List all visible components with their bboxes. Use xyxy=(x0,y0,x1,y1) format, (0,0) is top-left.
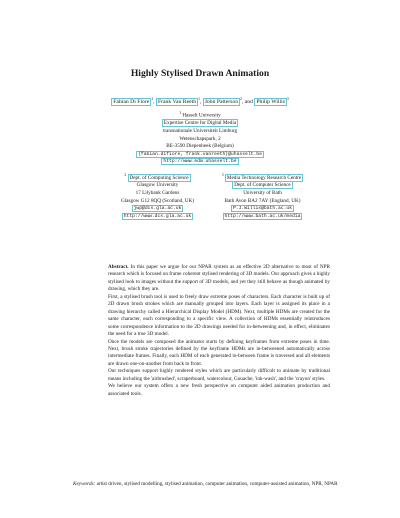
affiliation-line xyxy=(0,158,400,166)
affiliation-line xyxy=(205,213,320,221)
author-separator: , xyxy=(153,98,156,105)
abstract-paragraph: First, a stylised brush tool is used to freely draw extreme poses of characters. Each character is built up of 2D drawn brush strokes which are manually grouped into layers. Each layer is assigned its place in a drawing hierarchy called a Hierarchical Display Model (HDM). Next, multiple HDMs are created for the same character, each corresponding to a specific view. A collection of HDMs essentially reintroduces some correspondence information to the 2D drawings needed for in-betweening and, in effect, eliminates the need for a true 3D model. xyxy=(108,293,330,338)
abstract xyxy=(108,264,330,398)
keywords xyxy=(73,481,349,488)
affiliation-hasselt xyxy=(0,110,400,166)
affiliation-bath xyxy=(205,172,320,220)
affiliation-line xyxy=(0,120,400,128)
author-name: Philip Willis xyxy=(256,98,285,105)
abstract-paragraph: Once the models are composed the animator starts by defining keyframes from extreme poses in time. Next, brush stroke trajectories defined by the keyframe HDMs are in-betweened automatically across intermediate frames. Finally, each HDM of each generated in-between frame is traversed and all elements are drawn one-on-another from back to front. xyxy=(108,338,330,367)
affiliation-link[interactable]: Dept. of Computer Science xyxy=(234,182,291,189)
paper-title: Highly Stylised Drawn Animation xyxy=(130,68,270,79)
abstract-label: Abstract. xyxy=(108,264,129,270)
author-name: Fabian Di Fiore xyxy=(113,98,150,105)
affiliation-mark: 3 xyxy=(221,173,224,177)
author-affiliation-mark: 2 xyxy=(240,97,242,101)
author-name: Frank Van Reeth xyxy=(157,98,197,105)
url-link[interactable]: http://www.dcs.gla.ac.uk xyxy=(123,213,192,219)
affiliation-line xyxy=(100,205,215,213)
url-link[interactable]: http://www.edm.uhasselt.be xyxy=(163,159,237,165)
author-affiliation-mark: 1 xyxy=(198,97,200,101)
abstract-paragraph: We believe our system offers a new fresh perspective on computer aided animation production and associated tools. xyxy=(108,383,330,397)
affiliation-line xyxy=(0,151,400,159)
affiliation-line xyxy=(100,172,215,182)
email-link[interactable]: {fabian.difiore, frank.vanreeth}@uhasselt.be xyxy=(138,151,262,157)
keywords-text: artist driven, stylised modelling, stylised animation, computer animation, computer-assisted animation, NPR, NPAR xyxy=(96,481,338,487)
url-link[interactable]: http://www.bath.ac.uk/media xyxy=(224,213,301,219)
affiliation-line: $^1$ Hasselt University xyxy=(179,111,221,119)
abstract-paragraph: Our techniques support highly rendered styles which are particularly difficult to animate by traditional means including the 'airbrushed', scraperboard, watercolour, Gouache, 'ink-wash', and the 'crayon' styles. xyxy=(108,368,330,382)
affiliation-line: Glasgow University xyxy=(136,182,179,189)
affiliation-line xyxy=(205,182,320,190)
email-link[interactable]: jwp@dcs.gla.ac.uk xyxy=(133,206,182,212)
affiliation-glasgow xyxy=(100,172,215,220)
affiliation-line: University of Bath xyxy=(243,189,282,196)
author-affiliation-mark: 3 xyxy=(286,97,289,101)
affiliation-line: 17 Lilybank Gardens xyxy=(135,189,180,196)
affiliation-link[interactable]: Expertise Centre for Digital Media xyxy=(163,120,237,127)
affiliation-mark: 2 xyxy=(124,173,127,177)
affiliation-line xyxy=(205,205,320,213)
affiliation-line: Wetenschapspark, 2 xyxy=(179,135,221,142)
author-list xyxy=(0,97,400,105)
affiliation-line: Glasgow G12 8QQ (Scotland, UK) xyxy=(120,197,195,204)
author-separator: , xyxy=(199,98,203,105)
author-affiliation-mark: 1 xyxy=(151,97,154,101)
affiliation-mark: 1 xyxy=(179,111,182,115)
keywords-label: Keywords: xyxy=(73,481,96,487)
author-separator: , and xyxy=(241,98,255,105)
affiliation-line xyxy=(100,213,215,221)
author-name: John Patterson xyxy=(204,98,239,105)
affiliation-line: transnationale Universiteit Limburg xyxy=(162,127,238,134)
email-link[interactable]: P.J.Willis@bath.ac.uk xyxy=(232,206,293,212)
affiliation-line: Bath Avon BA2 7AY (England, UK) xyxy=(224,197,301,204)
affiliation-link[interactable]: Media Technology Research Centre xyxy=(226,174,302,181)
affiliation-line: BE-3590 Diepenbeek (Belgium) xyxy=(166,143,234,150)
abstract-paragraph: Abstract. In this paper we argue for our NPAR system as an effective 2D alternative to most of NPR research which is focused on frame coherent stylised rendering of 3D models. Our approach gives a highly stylised look to images without the support of 3D models, and yet they still behave as though animated by drawing, which they are. xyxy=(108,264,331,293)
affiliation-link[interactable]: Dept. of Computing Science xyxy=(129,174,189,181)
